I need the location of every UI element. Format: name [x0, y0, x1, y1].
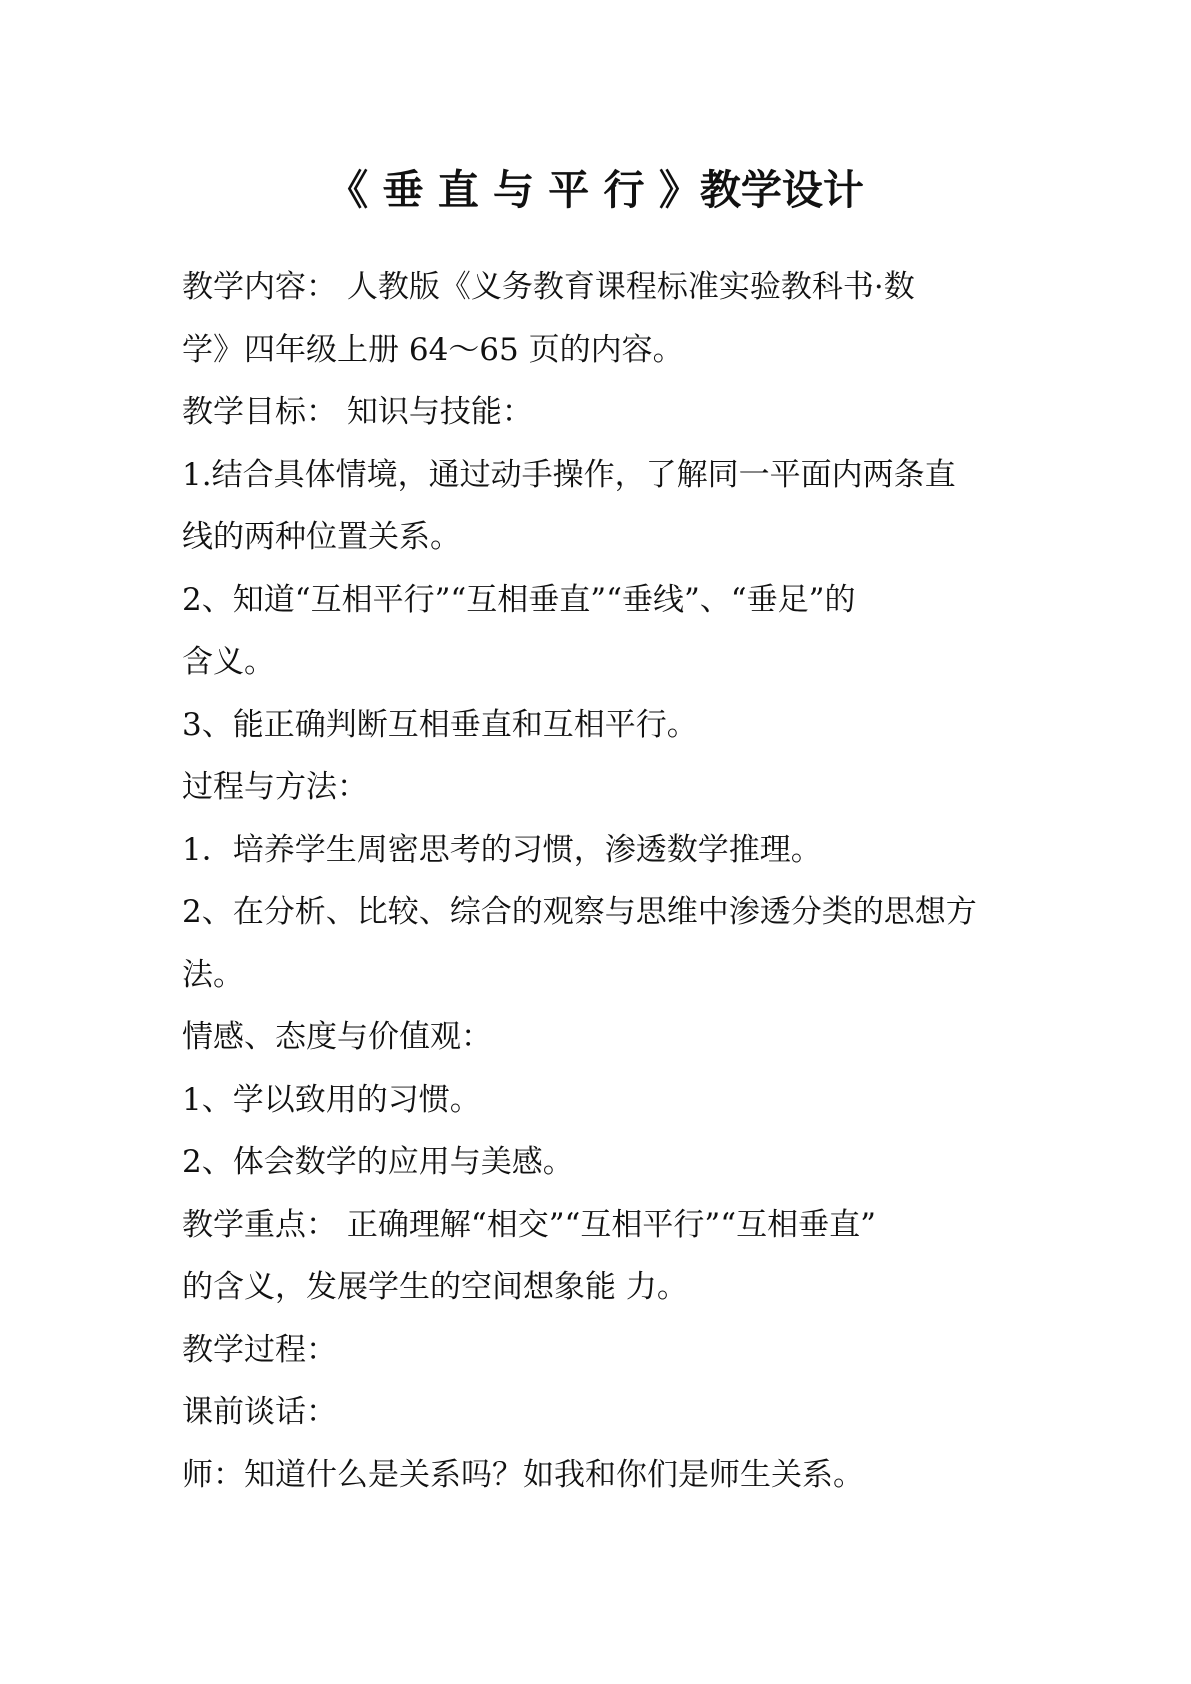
text-line: 1、学以致用的习惯。 [182, 1081, 481, 1118]
text-line: 线的两种位置关系。 [182, 519, 461, 555]
text-line: 2、在分析、比较、综合的观察与思维中渗透分类的思想方 [182, 894, 977, 930]
text-line: 情感、态度与价值观： [182, 1019, 492, 1055]
text-line: 2、知道“互相平行”“互相垂直”“垂线”、“垂足”的 [182, 581, 856, 618]
text-line: 2、体会数学的应用与美感。 [182, 1144, 574, 1180]
text-line: 3、能正确判断互相垂直和互相平行。 [182, 706, 698, 743]
text-line: 学》四年级上册 64～65 页的内容。 [182, 331, 684, 368]
text-line: 课前谈话： [182, 1394, 337, 1430]
text-line: 1．培养学生周密思考的习惯，渗透数学推理。 [182, 831, 822, 868]
text-line: 教学过程： [182, 1331, 337, 1368]
text-line: 教学目标： 知识与技能： [182, 394, 533, 430]
document-body [182, 256, 1022, 1506]
text-line: 教学内容： 人教版《义务教育课程标准实验教科书·数 [182, 269, 915, 305]
text-line: 含义。 [182, 644, 275, 680]
text-line: 法。 [182, 956, 244, 993]
text-line: 的含义，发展学生的空间想象能 力。 [182, 1269, 688, 1305]
text-line: 1.结合具体情境，通过动手操作，了解同一平面内两条直 [182, 456, 956, 493]
document-title: 《 垂 直 与 平 行 》教学设计 [327, 166, 864, 214]
text-line: 过程与方法： [182, 769, 368, 805]
text-line: 教学重点： 正确理解“相交”“互相平行”“互相垂直” [182, 1206, 876, 1243]
text-line: 师：知道什么是关系吗？如我和你们是师生关系。 [182, 1456, 864, 1493]
